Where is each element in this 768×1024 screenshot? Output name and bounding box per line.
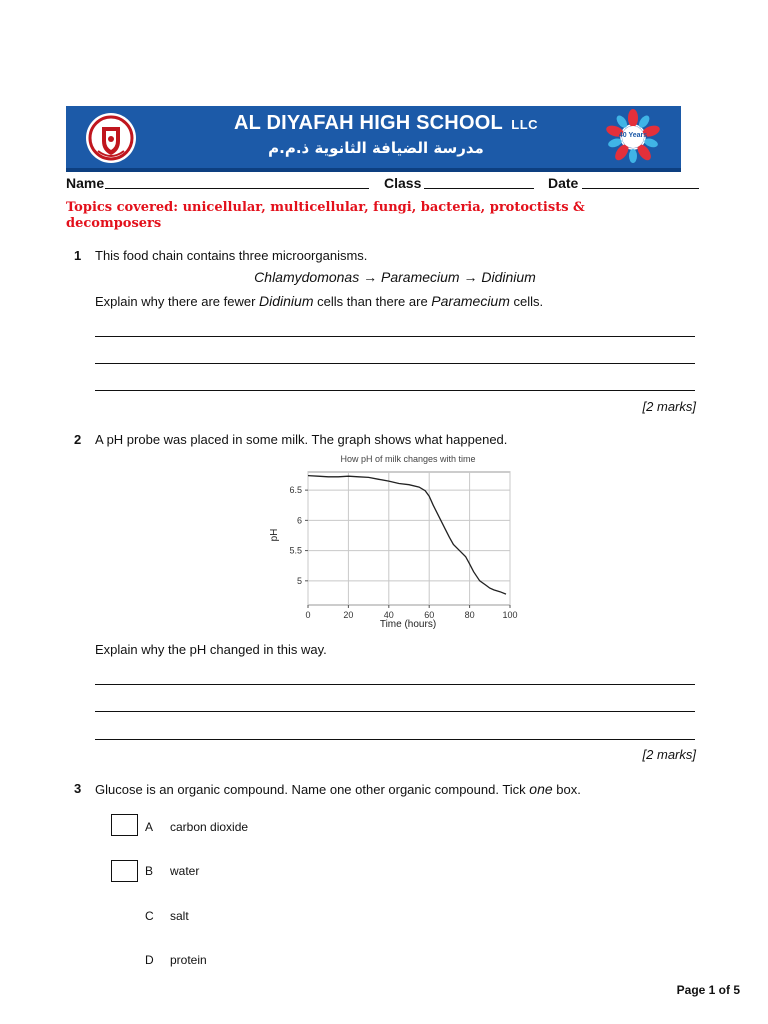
- ph-line-chart: [255, 448, 530, 633]
- x-axis-label: Time (hours): [379, 619, 437, 630]
- y-tick-labels: [289, 485, 302, 586]
- x-tick-label: 0: [305, 610, 311, 620]
- page-number: Page 1 of 5: [676, 983, 740, 997]
- option-c-text: salt: [170, 909, 189, 923]
- school-name-arabic: مدرسة الضيافة الثانوية ذ.م.م: [268, 139, 484, 157]
- answer-line[interactable]: [95, 390, 695, 391]
- option-c-letter: C: [145, 909, 154, 923]
- answer-line[interactable]: [95, 336, 695, 337]
- question-3-number: 3: [74, 781, 82, 796]
- question-1-intro: This food chain contains three microorganisms.: [95, 248, 368, 263]
- question-2-intro: A pH probe was placed in some milk. The graph shows what happened.: [95, 432, 508, 447]
- topics-covered: Topics covered: unicellular, multicellular, fungi, bacteria, protoctists & decomposers: [66, 200, 585, 231]
- option-a-letter: A: [145, 820, 154, 834]
- option-b-text: water: [170, 864, 200, 878]
- x-tick-label: 40: [383, 610, 394, 620]
- x-tick-label: 80: [464, 610, 475, 620]
- anniversary-badge-text: 40 Years: [618, 132, 648, 139]
- question-1-marks: [2 marks]: [642, 399, 696, 414]
- option-d-letter: D: [145, 953, 154, 967]
- option-d-text: protein: [170, 953, 207, 967]
- date-field[interactable]: [582, 174, 699, 189]
- question-2-number: 2: [74, 432, 82, 447]
- answer-line[interactable]: [95, 684, 695, 685]
- answer-line[interactable]: [95, 363, 695, 364]
- option-a-text: carbon dioxide: [170, 820, 249, 834]
- anniversary-badge-icon: [602, 109, 664, 165]
- option-b-letter: B: [145, 864, 154, 878]
- question-1-prompt: Explain why there are fewer Didinium cells than there are Paramecium cells.: [95, 293, 544, 309]
- answer-line[interactable]: [95, 711, 695, 712]
- chart-title: How pH of milk changes with time: [340, 454, 476, 464]
- food-chain: Chlamydomonas → Paramecium → Didinium: [254, 269, 536, 285]
- class-label: Class: [384, 175, 422, 191]
- chart-grid: [305, 472, 510, 608]
- school-name-suffix: LLC: [511, 117, 539, 132]
- tick-box-a[interactable]: [111, 814, 138, 836]
- chart-plot-frame: [308, 472, 510, 605]
- y-tick-label: 6: [296, 515, 302, 526]
- question-1-number: 1: [74, 248, 82, 263]
- y-tick-label: 6.5: [289, 485, 302, 496]
- x-tick-label: 20: [343, 610, 354, 620]
- question-2-prompt: Explain why the pH changed in this way.: [95, 642, 327, 657]
- answer-line[interactable]: [95, 739, 695, 740]
- x-tick-label: 100: [502, 610, 518, 620]
- name-label: Name: [66, 175, 105, 191]
- name-field[interactable]: [105, 174, 369, 189]
- school-name: AL DIYAFAH HIGH SCHOOL LLC: [234, 112, 539, 134]
- school-crest-icon: [84, 111, 138, 165]
- y-tick-label: 5: [296, 575, 302, 586]
- x-tick-label: 60: [424, 610, 435, 620]
- tick-box-b[interactable]: [111, 860, 138, 882]
- y-tick-label: 5.5: [289, 545, 302, 556]
- y-axis-label: pH: [269, 528, 280, 542]
- question-2-marks: [2 marks]: [642, 747, 696, 762]
- date-label: Date: [548, 175, 579, 191]
- question-3-intro: Glucose is an organic compound. Name one other organic compound. Tick one box.: [95, 781, 581, 797]
- ph-series-line: [308, 476, 506, 594]
- school-header-banner: [66, 106, 681, 172]
- class-field[interactable]: [424, 174, 534, 189]
